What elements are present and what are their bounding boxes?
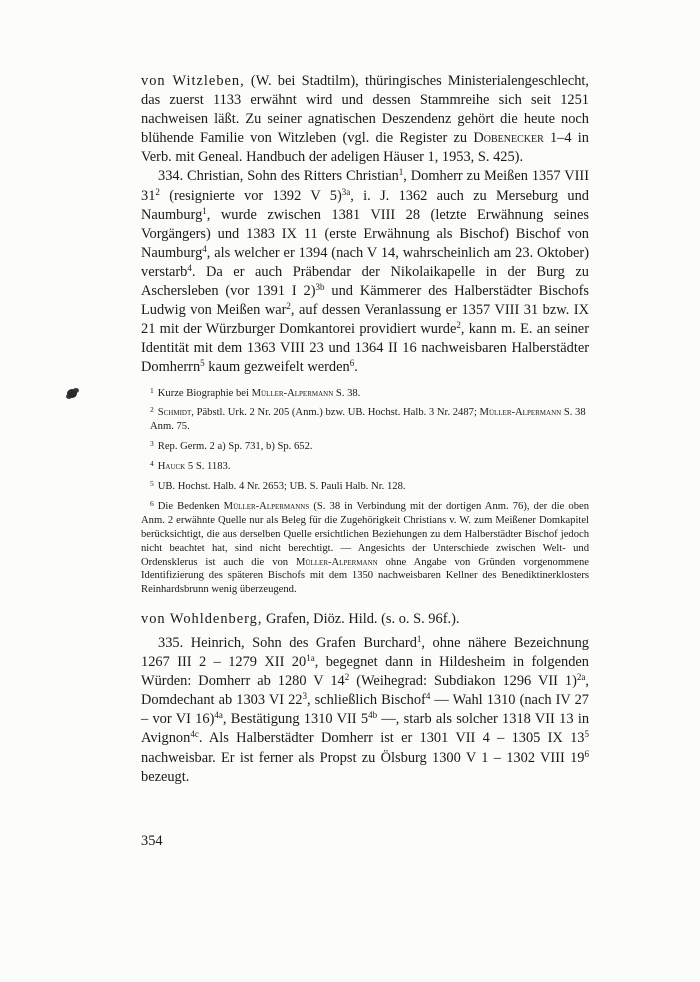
footnote-number: 6	[150, 498, 154, 508]
entry-335-text: bezeugt.	[141, 768, 190, 785]
wohldenberg-heading	[141, 610, 589, 629]
entry-335-text: , schließlich Bischof	[307, 692, 426, 709]
footnote-ref: 6	[349, 358, 355, 369]
dobenecker-citation: Dobenecker	[473, 130, 544, 147]
witzleben-intro-tail: 1–4 in Verb. mit Geneal. Handbuch der adeligen Häuser 1, 1953, S. 425).	[141, 130, 589, 166]
footnote-number: 3	[150, 439, 154, 449]
footnote-author: Müller-Alpermann	[251, 387, 334, 399]
entry-334-text: , i. J. 1362 auch zu Merseburg und Naumburg	[141, 187, 589, 223]
footnote-text: S. 38.	[333, 387, 361, 399]
footnote-text: S. 38 Anm. 75.	[150, 407, 586, 433]
entry-335-text: . Als Halberstädter Domherr ist er 1301 VII 4 – 1305 IX 13	[198, 730, 585, 747]
entry-334-text: , als welcher er 1394 (nach V 14, wahrscheinlich am 23. Oktober) verstarb	[141, 244, 589, 280]
wohldenberg-entry-name: von Wohldenberg,	[141, 611, 263, 627]
footnote-author: Müller-Alpermanns	[223, 500, 310, 512]
entry-335-text: , begegnet dann in Hildesheim in folgenden Würden: Domherr ab 1280 V 14	[141, 654, 589, 690]
footnote-ref: 4	[425, 691, 431, 702]
footnote-ref: 3	[302, 691, 307, 702]
ink-blot-mark	[67, 389, 77, 398]
footnote-text: Rep. Germ. 2 a) Sp. 731, b) Sp. 652.	[157, 441, 313, 453]
entry-335-text: , Bestätigung 1310 VII 5	[222, 711, 369, 728]
footnote-text: ohne Angabe von Gründen vorgenommene Identifizierung des späteren Bischofs mit dem 1350 nachweisbaren Kellner des Benediktinerklosters Reinhardsbrunn wenig überzeugend.	[141, 556, 589, 596]
entry-334-text: , Domherr zu Meißen 1357 VIII 31	[141, 168, 589, 204]
witzleben-intro-text: (W. bei Stadtilm), thüringisches Ministerialengeschlecht, das zuerst 1133 erwähnt wird und dessen Stammreihe sich seit 1251 nachweisen läßt. Zu seiner agnatischen Deszendenz gehört die heute noch blühende Familie von Witzleben (vgl. die Register zu	[141, 73, 589, 147]
entry-335-text: (Weihegrad: Subdiakon 1296 VII 1)	[349, 673, 577, 690]
footnote-ref: 2a	[576, 672, 586, 683]
footnote-author: Müller-Alpermann	[479, 407, 562, 419]
footnote-ref: 4c	[190, 729, 199, 740]
footnote-number: 5	[150, 479, 154, 489]
entry-334-text: , kann m. E. an seiner Identität mit dem 1363 VIII 23 und 1364 II 16 nachweisbaren Halberstädter Domherrn	[141, 321, 589, 376]
entry-335-text: , ohne nähere Bezeichnung 1267 III 2 – 1279 XII 20	[141, 635, 589, 671]
footnote-ref: 4a	[214, 710, 223, 721]
footnote-number: 2	[150, 405, 154, 415]
footnote-ref: 4	[187, 262, 192, 273]
footnote-text: (S. 38 in Verbindung mit der dortigen Anm. 76), der die oben Anm. 2 erwähnte Quelle nur als Beleg für die Zugehörigkeit Christians v. W. zum Meißener Domkapitel berücksichtigt, die aus derselben Quelle ersichtlichen Beziehungen zu dem Halberstädter Bischof jedoch nicht beachtet hat, sind nicht berechtigt. — Angesichts der Unterschiede zwischen Welt- und Ordensklerus ist auch die von	[141, 500, 589, 568]
footnote-ref: 2	[155, 186, 160, 197]
footnotes-block	[141, 384, 589, 598]
footnote-ref: 1a	[306, 653, 315, 664]
footnote-number: 4	[150, 459, 154, 469]
footnote-4	[141, 457, 589, 474]
footnote-author: Müller-Alpermann	[296, 556, 378, 568]
entry-334-text: , auf dessen Veranlassung er 1357 VIII 31 bzw. IX 21 mit der Würzburger Domkantorei providiert wurde	[141, 302, 589, 338]
entry-335-paragraph	[141, 634, 589, 787]
page-number: 354	[141, 833, 163, 849]
wohldenberg-body	[141, 634, 589, 787]
entry-334-text: .	[354, 359, 358, 376]
footnote-2	[141, 403, 589, 434]
footnote-ref: 1	[416, 634, 422, 644]
footnote-ref: 1	[398, 167, 404, 178]
footnote-ref: 5	[200, 358, 205, 369]
entry-335-text: , Domdechant ab 1303 VI 22	[141, 673, 589, 709]
wohldenberg-heading-tail: Grafen, Diöz. Hild. (s. o. S. 96f.).	[262, 611, 460, 627]
footnote-ref: 1	[202, 205, 207, 216]
footnote-1	[141, 384, 589, 401]
witzleben-intro-paragraph	[141, 72, 589, 167]
entry-335-text: — Wahl 1310 (nach IV 27 – vor VI 16)	[141, 692, 589, 728]
entry-334-paragraph	[141, 167, 589, 377]
entry-334-text: 334. Christian, Sohn des Ritters Christian	[158, 168, 399, 185]
entry-334-text: und Kämmerer des Halberstädter Bischofs Ludwig von Meißen war	[141, 283, 589, 319]
footnote-ref: 4	[202, 243, 207, 254]
footnote-ref: 2	[456, 320, 461, 331]
footnote-text: , Päbstl. Urk. 2 Nr. 205 (Anm.) bzw. UB. Hochst. Halb. 3 Nr. 2487;	[191, 407, 480, 419]
footnote-ref: 3a	[341, 186, 351, 197]
footnote-ref: 3b	[315, 282, 325, 293]
footnote-text: UB. Hochst. Halb. 4 Nr. 2653; UB. S. Pauli Halb. Nr. 128.	[157, 481, 406, 493]
footnote-6	[141, 497, 589, 597]
entry-334-text: (resignierte vor 1392 V 5)	[159, 187, 342, 204]
footnote-text: 5 S. 1183.	[185, 461, 231, 473]
footnote-text: Kurze Biographie bei	[157, 387, 252, 399]
footnote-5	[141, 477, 589, 494]
footnote-ref: 5	[584, 729, 589, 740]
entry-334-text: , wurde zwischen 1381 VIII 28 (letzte Erwähnung seines Vorgängers) und 1383 IX 11 (erste Erwähnung als Bischof) Bischof von Naumburg	[141, 206, 589, 261]
footnote-3	[141, 437, 589, 454]
footnote-ref: 4b	[368, 710, 378, 721]
entry-335-text: nachweisbar. Er ist ferner als Propst zu Ölsburg 1300 V 1 – 1302 VIII 19	[141, 749, 585, 766]
book-page	[141, 72, 590, 849]
entry-335-text: 335. Heinrich, Sohn des Grafen Burchard	[158, 635, 417, 651]
footnote-ref: 2	[344, 672, 350, 683]
footnote-author: Schmidt	[157, 407, 192, 419]
footnote-ref: 6	[584, 748, 589, 759]
footnote-text: Die Bedenken	[157, 500, 224, 512]
footnote-author: Hauck	[157, 461, 186, 473]
entry-334-text: kaum gezweifelt werden	[204, 359, 350, 376]
footnote-number: 1	[150, 385, 154, 395]
entry-334-text: . Da er auch Präbendar der Nikolaikapelle in der Burg zu Aschersleben (vor 1391 I 2)	[141, 263, 589, 300]
entry-335-text: —, starb als solcher 1318 VII 13 in Avignon	[141, 711, 590, 747]
witzleben-entry-name: von Witzleben,	[141, 73, 245, 89]
footnote-ref: 2	[286, 301, 291, 312]
